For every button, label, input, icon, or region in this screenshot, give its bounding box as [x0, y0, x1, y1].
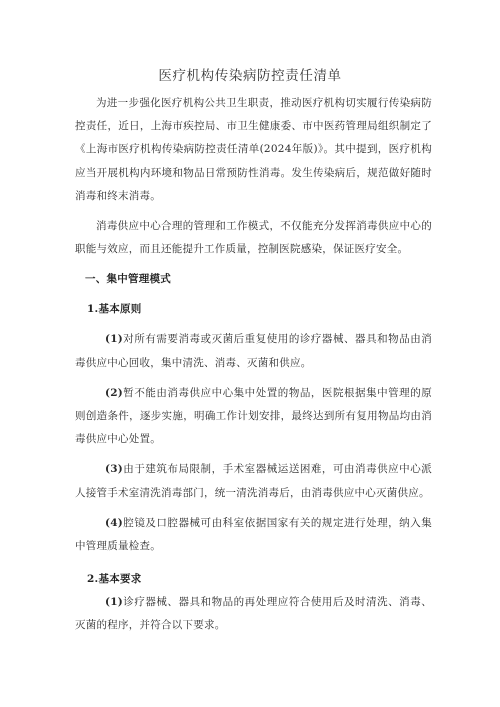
item-number: (2)	[105, 386, 123, 399]
principle-item	[75, 512, 432, 558]
item-text: 对所有需要消毒或灭菌后重复使用的诊疗器械、器具和物品由消毒供应中心回收，集中清洗、消毒、灭菌和供应。	[75, 333, 432, 369]
principle-item	[75, 458, 432, 504]
section-heading: 一、集中管理模式	[85, 273, 171, 286]
document-body	[75, 92, 432, 638]
cssd-paragraph: 消毒供应中心合理的管理和工作模式，不仅能充分发挥消毒供应中心的职能与效应，而且还能提升工作质量，控制医院感染，保证医疗安全。	[75, 220, 432, 256]
item-number: (1)	[105, 333, 123, 346]
principle-item	[75, 382, 432, 452]
item-text: 由于建筑布局限制，手术室器械运送困难，可由消毒供应中心派人接管手术室清洗消毒部门，统一清洗消毒后，由消毒供应中心灭菌供应。	[75, 463, 432, 499]
item-text: 腔镜及口腔器械可由科室依据国家有关的规定进行处理，纳入集中管理质量检查。	[75, 516, 432, 553]
principle-item	[75, 328, 432, 374]
subsection-heading-requirements: 2.基本要求	[87, 573, 142, 586]
requirement-item	[75, 591, 432, 637]
item-text: 暂不能由消毒供应中心集中处置的物品，医院根据集中管理的原则创造条件，逐步实施，明确工作计划安排，最终达到所有复用物品均由消毒供应中心处置。	[75, 386, 432, 446]
item-text: 诊疗器械、器具和物品的再处理应符合使用后及时清洗、消毒、灭菌的程序，并符合以下要求。	[75, 596, 432, 632]
subsection-heading-principles: 1.基本原则	[87, 303, 142, 316]
item-number: (1)	[105, 596, 123, 609]
item-number: (3)	[105, 463, 123, 476]
document-title: 医疗机构传染病防控责任清单	[158, 68, 342, 84]
item-number: (4)	[105, 516, 123, 529]
intro-paragraph: 为进一步强化医疗机构公共卫生职责，推动医疗机构切实履行传染病防控责任，近日，上海市疾控局、市卫生健康委、市中医药管理局组织制定了《上海市医疗机构传染病防控责任清单(2024年版)》。其中提到，医疗机构应当开展机构内环境和物品日常预防性消毒。发生传染病后，规范做好随时消毒和终末消毒。	[75, 97, 432, 202]
